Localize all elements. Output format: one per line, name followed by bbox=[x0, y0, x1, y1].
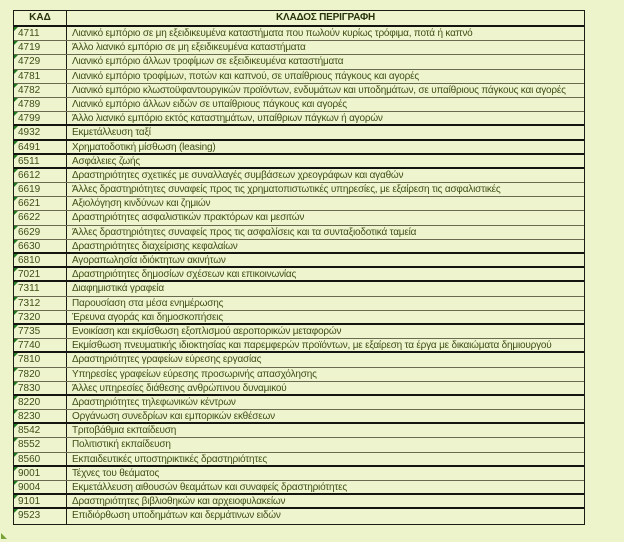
table-body bbox=[14, 27, 584, 524]
table-row bbox=[14, 55, 584, 69]
description-text: Άλλες υπηρεσίες διάθεσης ανθρώπινου δυναμικού bbox=[72, 382, 287, 394]
table-row bbox=[14, 70, 584, 84]
description-text: Αξιολόγηση κινδύνων και ζημιών bbox=[72, 198, 211, 210]
table-row bbox=[14, 368, 584, 382]
number-as-text-indicator-icon bbox=[14, 453, 18, 457]
number-as-text-indicator-icon bbox=[14, 254, 18, 258]
kad-code: 4711 bbox=[18, 28, 40, 39]
kad-code-cell[interactable] bbox=[14, 197, 67, 210]
kad-code: 4932 bbox=[18, 127, 41, 139]
kad-code-cell[interactable] bbox=[14, 311, 67, 323]
number-as-text-indicator-icon bbox=[14, 311, 18, 315]
kad-code: 6630 bbox=[18, 240, 41, 252]
kad-code-cell[interactable] bbox=[14, 368, 67, 381]
table-row bbox=[14, 211, 584, 225]
description-text: Λιανικό εμπόριο άλλων τροφίμων σε εξειδικευμένα καταστήματα bbox=[72, 56, 344, 68]
table-row bbox=[14, 410, 584, 424]
number-as-text-indicator-icon bbox=[14, 226, 18, 230]
kad-code: 8220 bbox=[18, 396, 41, 408]
description-text: Εκμετάλλευση αιθουσών θεαμάτων και συναφείς δραστηριότητες bbox=[72, 482, 348, 493]
number-as-text-indicator-icon bbox=[14, 84, 18, 88]
kad-code: 6619 bbox=[18, 184, 41, 196]
description-cell[interactable] bbox=[67, 112, 584, 124]
table-row bbox=[14, 339, 584, 353]
description-text: Λιανικό εμπόριο τροφίμων, ποτών και καπνού, σε υπαίθριους πάγκους και αγορές bbox=[72, 70, 420, 82]
number-as-text-indicator-icon bbox=[14, 126, 18, 130]
description-text: Λιανικό εμπόριο σε μη εξειδικευμένα καταστήματα που πωλούν κυρίως τρόφιμα, ποτά ή καπνό bbox=[72, 28, 473, 39]
kad-code: 6629 bbox=[18, 226, 41, 238]
kad-code: 8552 bbox=[18, 439, 41, 451]
description-text: Εκμίσθωση πνευματικής ιδιοκτησίας και παρεμφερών προϊόντων, με εξαίρεση τα έργα με δικαιώματα δημιουργού bbox=[72, 340, 552, 352]
table-row bbox=[14, 382, 584, 396]
kad-code: 7740 bbox=[18, 340, 41, 352]
number-as-text-indicator-icon bbox=[14, 27, 18, 31]
number-as-text-indicator-icon bbox=[14, 410, 18, 414]
table-row bbox=[14, 112, 584, 126]
kad-code: 7810 bbox=[18, 354, 41, 366]
description-cell[interactable] bbox=[67, 481, 584, 493]
description-cell[interactable] bbox=[67, 353, 584, 366]
kad-code: 4729 bbox=[18, 56, 41, 68]
number-as-text-indicator-icon bbox=[14, 481, 18, 485]
table-row bbox=[14, 98, 584, 112]
description-text: Εκπαιδευτικές υποστηρικτικές δραστηριότητες bbox=[72, 453, 267, 465]
kad-code: 7311 bbox=[18, 283, 40, 295]
description-cell[interactable] bbox=[67, 254, 584, 266]
description-text: Δραστηριότητες διαχείρισης κεφαλαίων bbox=[72, 240, 238, 252]
number-as-text-indicator-icon bbox=[14, 396, 18, 400]
header-kad-cell[interactable]: ΚΑΔ bbox=[14, 11, 67, 25]
table-row bbox=[14, 126, 584, 140]
kad-code: 7830 bbox=[18, 382, 41, 394]
number-as-text-indicator-icon bbox=[14, 112, 18, 116]
table-row bbox=[14, 424, 584, 438]
table-row bbox=[14, 254, 584, 268]
number-as-text-indicator-icon bbox=[14, 169, 18, 173]
description-cell[interactable] bbox=[67, 240, 584, 252]
number-as-text-indicator-icon bbox=[14, 268, 18, 272]
kad-code-cell[interactable] bbox=[14, 353, 67, 366]
description-cell[interactable] bbox=[67, 325, 584, 338]
kad-code: 8542 bbox=[18, 425, 41, 437]
kad-code-cell[interactable] bbox=[14, 169, 67, 182]
description-cell[interactable] bbox=[67, 226, 584, 239]
description-text: Υπηρεσίες γραφείων εύρεσης προσωρινής απασχόλησης bbox=[72, 368, 317, 380]
number-as-text-indicator-icon bbox=[14, 211, 18, 215]
kad-code: 6810 bbox=[18, 255, 41, 266]
kad-code-cell[interactable] bbox=[14, 467, 67, 480]
number-as-text-indicator-icon bbox=[14, 325, 18, 329]
table-row bbox=[14, 282, 584, 296]
description-text: Οργάνωση συνεδρίων και εμπορικών εκθέσεων bbox=[72, 411, 275, 423]
description-text: Πολιτιστική εκπαίδευση bbox=[72, 439, 171, 451]
number-as-text-indicator-icon bbox=[14, 183, 18, 187]
description-text: Δραστηριότητες ασφαλιστικών πρακτόρων και μεσιτών bbox=[72, 212, 305, 224]
number-as-text-indicator-icon bbox=[14, 98, 18, 102]
description-cell[interactable] bbox=[67, 424, 584, 437]
kad-code-cell[interactable] bbox=[14, 240, 67, 252]
description-cell[interactable] bbox=[67, 453, 584, 465]
kad-code-cell[interactable] bbox=[14, 268, 67, 280]
kad-code-cell[interactable] bbox=[14, 112, 67, 124]
description-cell[interactable] bbox=[67, 169, 584, 182]
number-as-text-indicator-icon bbox=[14, 509, 18, 513]
number-as-text-indicator-icon bbox=[14, 438, 18, 442]
table-header-row bbox=[14, 11, 584, 27]
table-row bbox=[14, 41, 584, 55]
description-cell[interactable] bbox=[67, 297, 584, 310]
description-text: Άλλο λιανικό εμπόριο σε μη εξειδικευμένα καταστήματα bbox=[72, 42, 306, 54]
number-as-text-indicator-icon bbox=[14, 282, 18, 286]
table-row bbox=[14, 325, 584, 339]
kad-code-cell[interactable] bbox=[14, 211, 67, 224]
number-as-text-indicator-icon bbox=[14, 467, 18, 471]
description-text: Δραστηριότητες δημοσίων σχέσεων και επικοινωνίας bbox=[72, 269, 297, 281]
kad-code-cell[interactable] bbox=[14, 126, 67, 138]
description-text: Τριτοβάθμια εκπαίδευση bbox=[72, 425, 177, 437]
kad-code-cell[interactable] bbox=[14, 410, 67, 422]
number-as-text-indicator-icon bbox=[14, 197, 18, 201]
description-cell[interactable] bbox=[67, 126, 584, 138]
number-as-text-indicator-icon bbox=[14, 70, 18, 74]
kad-code-cell[interactable] bbox=[14, 339, 67, 351]
description-cell[interactable] bbox=[67, 141, 584, 153]
kad-code: 6622 bbox=[18, 212, 41, 224]
description-cell[interactable] bbox=[67, 368, 584, 381]
kad-code-cell[interactable] bbox=[14, 424, 67, 437]
kad-code-cell[interactable] bbox=[14, 481, 67, 493]
kad-code: 7320 bbox=[18, 311, 41, 323]
table-row bbox=[14, 27, 584, 41]
kad-table bbox=[13, 10, 585, 525]
number-as-text-indicator-icon bbox=[14, 353, 18, 357]
kad-code: 7735 bbox=[18, 325, 41, 337]
kad-code-cell[interactable] bbox=[14, 226, 67, 239]
kad-code: 9004 bbox=[18, 482, 41, 493]
kad-code: 4719 bbox=[18, 42, 41, 54]
table-row bbox=[14, 169, 584, 183]
kad-code: 9523 bbox=[18, 510, 41, 522]
table-row bbox=[14, 268, 584, 282]
description-text: Δραστηριότητες βιβλιοθηκών και αρχειοφυλακείων bbox=[72, 496, 286, 508]
description-cell[interactable] bbox=[67, 282, 584, 295]
description-cell[interactable] bbox=[67, 98, 584, 111]
kad-code-cell[interactable] bbox=[14, 254, 67, 266]
table-row bbox=[14, 226, 584, 240]
description-text: Δραστηριότητες σχετικές με συναλλαγές συμβάσεων χρεογράφων και αγαθών bbox=[72, 169, 404, 181]
number-as-text-indicator-icon bbox=[14, 240, 18, 244]
table-row bbox=[14, 481, 584, 495]
table-row bbox=[14, 509, 584, 523]
description-text: Διαφημιστικά γραφεία bbox=[72, 283, 164, 295]
description-cell[interactable] bbox=[67, 27, 584, 40]
kad-code: 4781 bbox=[18, 70, 41, 82]
description-cell[interactable] bbox=[67, 467, 584, 480]
description-text: Λιανικό εμπόριο άλλων ειδών σε υπαίθριους πάγκους και αγορές bbox=[72, 98, 347, 110]
description-text: Παρουσίαση στα μέσα ενημέρωσης bbox=[72, 297, 224, 309]
description-text: Αγοραπωλησία ιδιόκτητων ακινήτων bbox=[72, 255, 226, 266]
kad-code: 9001 bbox=[18, 467, 41, 479]
kad-code-cell[interactable] bbox=[14, 27, 67, 40]
kad-code: 7021 bbox=[18, 269, 41, 281]
table-row bbox=[14, 467, 584, 481]
description-text: Άλλες δραστηριότητες συναφείς προς τις ασφαλίσεις και τα συνταξιοδοτικά ταμεία bbox=[72, 226, 417, 238]
kad-code-cell[interactable] bbox=[14, 183, 67, 196]
number-as-text-indicator-icon bbox=[14, 297, 18, 301]
kad-code: 7312 bbox=[18, 297, 41, 309]
kad-code-cell[interactable] bbox=[14, 509, 67, 523]
kad-code-cell[interactable] bbox=[14, 282, 67, 295]
kad-code-cell[interactable] bbox=[14, 98, 67, 111]
number-as-text-indicator-icon bbox=[14, 155, 18, 159]
kad-code-cell[interactable] bbox=[14, 141, 67, 153]
number-as-text-indicator-icon bbox=[14, 339, 18, 343]
bottom-left-marker-icon bbox=[1, 533, 7, 539]
kad-code-cell[interactable] bbox=[14, 396, 67, 409]
table-row bbox=[14, 297, 584, 311]
description-cell[interactable] bbox=[67, 211, 584, 224]
description-cell[interactable] bbox=[67, 410, 584, 422]
description-cell[interactable] bbox=[67, 268, 584, 280]
kad-code: 9101 bbox=[18, 496, 41, 508]
kad-code-cell[interactable] bbox=[14, 70, 67, 83]
kad-code: 6491 bbox=[18, 141, 41, 153]
kad-code: 6511 bbox=[18, 155, 40, 167]
kad-code-cell[interactable] bbox=[14, 382, 67, 394]
kad-code: 4789 bbox=[18, 98, 41, 110]
description-text: Άλλες δραστηριότητες συναφείς προς τις χρηματοπιστωτικές υπηρεσίες, με εξαίρεση τις ασφαλιστικές bbox=[72, 184, 501, 196]
table-row bbox=[14, 396, 584, 410]
kad-code-cell[interactable] bbox=[14, 297, 67, 310]
kad-code: 7820 bbox=[18, 368, 41, 380]
description-text: Δραστηριότητες γραφείων εύρεσης εργασίας bbox=[72, 354, 262, 366]
description-cell[interactable] bbox=[67, 382, 584, 394]
number-as-text-indicator-icon bbox=[14, 141, 18, 145]
number-as-text-indicator-icon bbox=[14, 368, 18, 372]
kad-code-cell[interactable] bbox=[14, 495, 67, 507]
number-as-text-indicator-icon bbox=[14, 495, 18, 499]
kad-code: 8230 bbox=[18, 411, 41, 423]
description-text: Τέχνες του θεάματος bbox=[72, 467, 160, 479]
table-row bbox=[14, 84, 584, 98]
table-row bbox=[14, 438, 584, 452]
description-cell[interactable] bbox=[67, 339, 584, 351]
description-cell[interactable] bbox=[67, 155, 584, 167]
table-row bbox=[14, 155, 584, 169]
kad-code-cell[interactable] bbox=[14, 325, 67, 338]
table-row bbox=[14, 240, 584, 254]
description-cell[interactable] bbox=[67, 55, 584, 68]
kad-code: 4799 bbox=[18, 113, 41, 125]
description-text: Επιδιόρθωση υποδημάτων και δερμάτινων ειδών bbox=[72, 510, 281, 522]
table-row bbox=[14, 353, 584, 367]
description-cell[interactable] bbox=[67, 41, 584, 54]
kad-code-cell[interactable] bbox=[14, 55, 67, 68]
number-as-text-indicator-icon bbox=[14, 55, 18, 59]
description-text: Έρευνα αγοράς και δημοσκοπήσεις bbox=[72, 311, 223, 323]
table-row bbox=[14, 141, 584, 155]
kad-code: 6621 bbox=[18, 198, 41, 210]
description-cell[interactable] bbox=[67, 509, 584, 523]
header-description-cell[interactable]: ΚΛΑΔΟΣ ΠΕΡΙΓΡΑΦΗ bbox=[275, 12, 376, 23]
table-row bbox=[14, 495, 584, 509]
number-as-text-indicator-icon bbox=[14, 382, 18, 386]
description-cell[interactable] bbox=[67, 311, 584, 323]
kad-code: 6612 bbox=[18, 169, 41, 181]
table-row bbox=[14, 311, 584, 325]
kad-code: 8560 bbox=[18, 453, 41, 465]
description-cell[interactable] bbox=[67, 84, 584, 97]
kad-code-cell[interactable] bbox=[14, 84, 67, 97]
description-text: Χρηματοδοτική μίσθωση (leasing) bbox=[72, 141, 216, 153]
kad-code-cell[interactable] bbox=[14, 438, 67, 451]
kad-code: 4782 bbox=[18, 84, 41, 96]
number-as-text-indicator-icon bbox=[14, 424, 18, 428]
description-text: Δραστηριότητες τηλεφωνικών κέντρων bbox=[72, 396, 236, 408]
description-text: Ενοικίαση και εκμίσθωση εξοπλισμού αεροπορικών μεταφορών bbox=[72, 325, 342, 337]
table-row bbox=[14, 183, 584, 197]
description-text: Άλλο λιανικό εμπόριο εκτός καταστημάτων, υπαίθριων πάγκων ή αγορών bbox=[72, 113, 383, 125]
description-cell[interactable] bbox=[67, 70, 584, 83]
table-row bbox=[14, 453, 584, 467]
description-cell[interactable] bbox=[67, 183, 584, 196]
table-row bbox=[14, 197, 584, 211]
description-cell[interactable] bbox=[67, 495, 584, 507]
description-text: Εκμετάλλευση ταξί bbox=[72, 127, 151, 139]
kad-code-cell[interactable] bbox=[14, 155, 67, 167]
description-text: Λιανικό εμπόριο κλωστοϋφαντουργικών προϊόντων, ενδυμάτων και υποδημάτων, σε υπαίθριους πάγκους και αγορές bbox=[72, 84, 566, 96]
kad-code-cell[interactable] bbox=[14, 41, 67, 54]
kad-code-cell[interactable] bbox=[14, 453, 67, 465]
number-as-text-indicator-icon bbox=[14, 41, 18, 45]
description-cell[interactable] bbox=[67, 396, 584, 409]
description-cell[interactable] bbox=[67, 438, 584, 451]
description-cell[interactable] bbox=[67, 197, 584, 210]
description-text: Ασφάλειες ζωής bbox=[72, 155, 140, 167]
